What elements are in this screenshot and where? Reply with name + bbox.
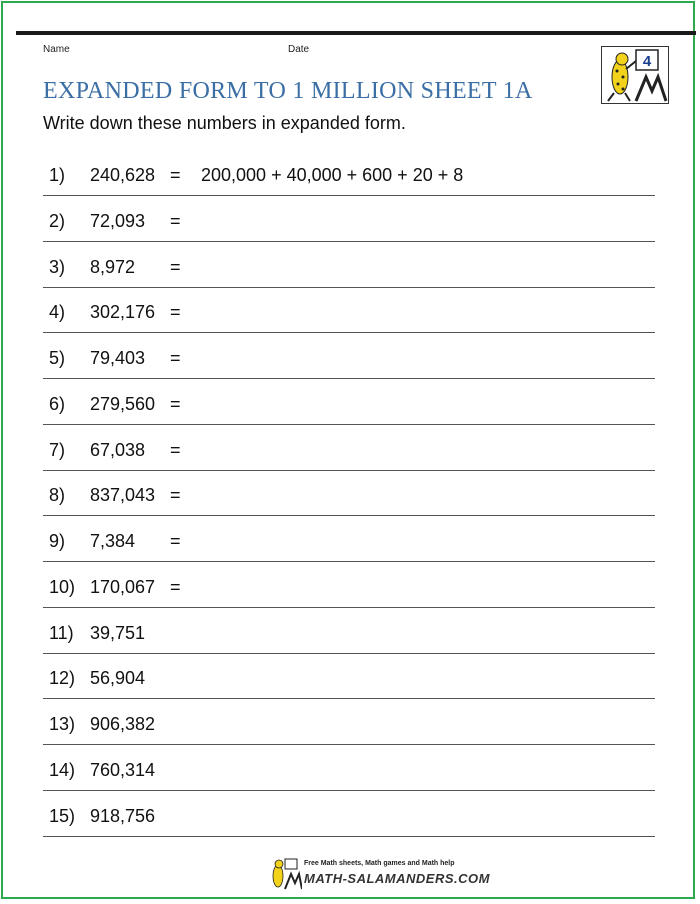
equals-sign: = [170,531,181,551]
name-label: Name [43,44,70,55]
problem-value: 279,560 [90,393,156,414]
problem-value: 837,043 [90,485,156,506]
problem-row [43,379,655,425]
problem-row [43,653,655,699]
problem-row [43,562,655,608]
problem-number: 10) [49,576,76,597]
problem-number: 4) [49,302,66,323]
problem-number: 1) [49,165,66,185]
problem-row [43,470,655,516]
problem-value: 170,067 [90,576,156,597]
problem-value: 79,403 [90,348,146,368]
problem-number: 7) [49,439,66,460]
problem-number: 15) [49,805,76,826]
problem-number: 5) [49,348,66,368]
problem-value: 72,093 [90,210,146,231]
equals-sign: = [170,485,181,506]
equals-sign: = [170,165,181,185]
problem-row [43,425,655,471]
problem-row [43,699,655,745]
equals-sign: = [170,210,181,231]
problem-value: 56,904 [90,668,146,689]
problem-row [43,150,655,196]
problem-row [43,287,655,333]
header-bar [16,31,696,35]
date-label: Date [288,44,310,55]
equals-sign: = [170,393,181,414]
problem-number: 8) [49,485,66,506]
grade-number: 4 [642,53,652,70]
problem-value: 918,756 [90,805,156,826]
problem-number: 13) [49,714,76,734]
problem-row [43,196,655,242]
problem-value: 302,176 [90,302,156,323]
equals-sign: = [170,576,181,597]
problem-number: 2) [49,210,66,231]
worksheet-title: EXPANDED FORM TO 1 MILLION SHEET 1A [43,78,533,104]
problem-value: 8,972 [90,256,136,277]
problem-row [43,608,655,654]
problem-number: 14) [49,759,76,780]
problem-number: 11) [49,622,74,643]
salamander-logo [601,46,669,104]
equals-sign: = [170,302,181,323]
problem-row [43,516,655,562]
footer-tagline: Free Math sheets, Math games and Math help [304,860,455,867]
problem-row [43,791,655,837]
answer-area[interactable]: 200,000 + 40,000 + 600 + 20 + 8 [201,165,464,185]
problem-number: 3) [49,256,66,277]
problem-number: 6) [49,393,66,414]
problem-value: 7,384 [90,531,136,551]
problem-number: 9) [49,531,66,551]
problem-value: 240,628 [90,165,156,185]
equals-sign: = [170,256,181,277]
footer-salamander-icon [268,858,302,890]
problem-value: 760,314 [90,759,156,780]
equals-sign: = [170,348,181,368]
problem-number: 12) [49,668,76,689]
problem-value: 39,751 [90,622,146,643]
problem-row [43,242,655,288]
equals-sign: = [170,439,181,460]
footer-logo [268,858,490,892]
instructions: Write down these numbers in expanded form. [43,113,406,133]
problem-value: 906,382 [90,714,156,734]
footer-site-link[interactable]: MATH-SALAMANDERS.COM [304,871,490,886]
problem-row [43,333,655,379]
problem-value: 67,038 [90,439,146,460]
problem-row [43,745,655,791]
